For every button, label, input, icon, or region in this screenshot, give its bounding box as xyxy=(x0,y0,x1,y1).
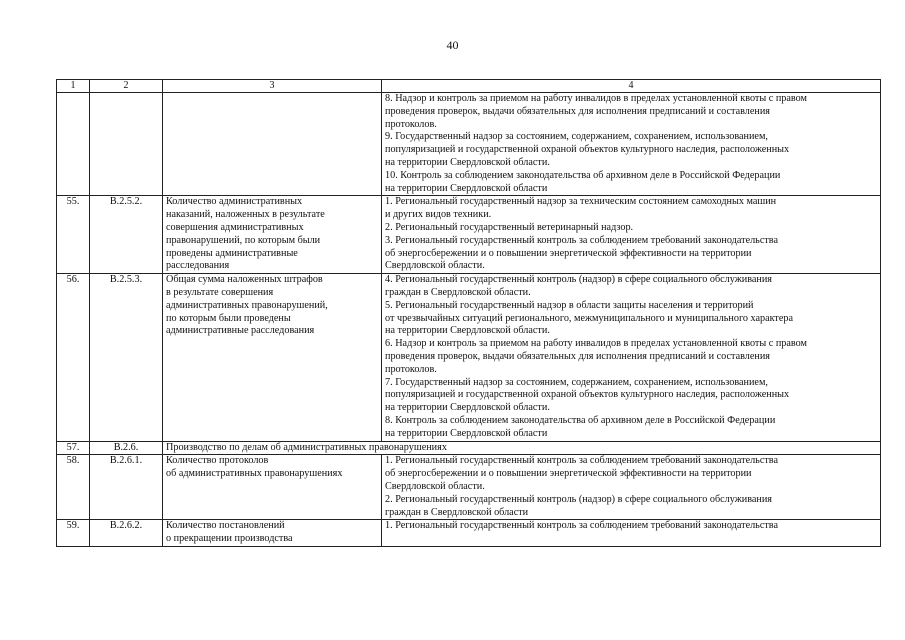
row-code xyxy=(90,93,163,196)
control-type-line: граждан в Свердловской области xyxy=(385,506,529,518)
row-code: B.2.5.3. xyxy=(90,274,163,441)
indicator-name-line: об административных правонарушениях xyxy=(166,468,343,480)
control-types xyxy=(382,520,881,547)
table-row xyxy=(57,520,881,547)
table-row xyxy=(57,196,881,274)
control-type-line: протоколов. xyxy=(385,118,437,130)
control-type-line: 1. Региональный государственный надзор за техническим состоянием самоходных машин xyxy=(385,196,777,208)
control-type-line: 8. Надзор и контроль за приемом на работу инвалидов в пределах установленной квоты с правом xyxy=(385,93,807,104)
control-type-line: 1. Региональный государственный контроль за соблюдением требований законодательства xyxy=(385,520,778,532)
indicator-name-line: административных правонарушений, xyxy=(166,299,328,311)
control-type-line: 2. Региональный государственный ветеринарный надзор. xyxy=(385,221,634,233)
control-type-line: 5. Региональный государственный надзор в области защиты населения и территорий xyxy=(385,299,754,311)
indicator-name-line: о прекращении производства xyxy=(166,533,293,545)
control-type-line: граждан в Свердловской области. xyxy=(385,286,531,298)
control-type-line: на территории Свердловской области xyxy=(385,182,548,194)
indicator-name-line: в результате совершения xyxy=(166,286,274,298)
table-row xyxy=(57,441,881,455)
control-type-line: 4. Региональный государственный контроль (надзор) в сфере социального обслуживания xyxy=(385,274,772,286)
row-code: B.2.6. xyxy=(90,441,163,455)
control-type-line: проведения проверок, выдачи обязательных для исполнения предписаний и составления xyxy=(385,350,770,362)
row-number: 55. xyxy=(57,196,90,274)
control-types xyxy=(382,93,881,196)
table-header-row xyxy=(57,80,881,93)
indicator-name-line: Общая сумма наложенных штрафов xyxy=(166,274,323,286)
control-type-line: и других видов техники. xyxy=(385,209,492,221)
control-type-line: 2. Региональный государственный контроль (надзор) в сфере социального обслуживания xyxy=(385,493,772,505)
header-col-1: 1 xyxy=(57,80,90,93)
row-number: 56. xyxy=(57,274,90,441)
control-types xyxy=(382,455,881,520)
table-row xyxy=(57,93,881,196)
control-type-line: об энергосбережении и о повышении энергетической эффективности на территории xyxy=(385,468,752,480)
control-type-line: на территории Свердловской области. xyxy=(385,325,550,337)
control-type-line: об энергосбережении и о повышении энергетической эффективности на территории xyxy=(385,247,752,259)
indicator-name xyxy=(163,196,382,274)
table-row xyxy=(57,274,881,441)
indicator-name xyxy=(163,274,382,441)
header-col-2: 2 xyxy=(90,80,163,93)
page-number: 40 xyxy=(446,38,459,52)
indicator-name-line: наказаний, наложенных в результате xyxy=(166,209,325,221)
control-type-line: Свердловской области. xyxy=(385,260,485,272)
header-col-3: 3 xyxy=(163,80,382,93)
control-type-line: 10. Контроль за соблюдением законодательства об архивном деле в Российской Федерации xyxy=(385,169,781,181)
control-type-line: 3. Региональный государственный контроль за соблюдением требований законодательства xyxy=(385,234,778,246)
table-row xyxy=(57,455,881,520)
control-type-line: на территории Свердловской области xyxy=(385,427,548,439)
control-type-line: популяризацией и государственной охраной объектов культурного наследия, расположенных xyxy=(385,389,790,401)
header-col-4: 4 xyxy=(382,80,881,93)
row-code: B.2.6.1. xyxy=(90,455,163,520)
indicator-name-line: административные расследования xyxy=(166,325,315,337)
control-type-line: 7. Государственный надзор за состоянием, содержанием, сохранением, использованием, xyxy=(385,376,768,388)
indicator-name xyxy=(163,455,382,520)
row-number: 57. xyxy=(57,441,90,455)
control-type-line: 1. Региональный государственный контроль за соблюдением требований законодательства xyxy=(385,455,778,467)
indicator-name-line: по которым были проведены xyxy=(166,312,291,324)
indicator-name-line: Количество административных xyxy=(166,196,303,208)
control-type-line: протоколов. xyxy=(385,363,437,375)
control-type-line: от чрезвычайных ситуаций регионального, межмуниципального и муниципального характера xyxy=(385,312,794,324)
indicator-name-line: расследования xyxy=(166,260,230,272)
control-types xyxy=(382,274,881,441)
control-type-line: на территории Свердловской области. xyxy=(385,156,550,168)
indicator-name-line: Количество протоколов xyxy=(166,455,269,467)
indicator-name xyxy=(163,93,382,196)
control-type-line: 9. Государственный надзор за состоянием, содержанием, сохранением, использованием, xyxy=(385,131,768,143)
indicators-table xyxy=(56,79,881,547)
control-types xyxy=(382,196,881,274)
control-type-line: популяризацией и государственной охраной объектов культурного наследия, расположенных xyxy=(385,144,790,156)
indicator-name-line: проведены административные xyxy=(166,247,298,259)
control-type-line: проведения проверок, выдачи обязательных для исполнения предписаний и составления xyxy=(385,105,770,117)
indicator-name-line: Количество постановлений xyxy=(166,520,285,532)
row-number: 58. xyxy=(57,455,90,520)
section-title: Производство по делам об административных правонарушениях xyxy=(163,441,881,455)
row-code: B.2.6.2. xyxy=(90,520,163,547)
row-code: B.2.5.2. xyxy=(90,196,163,274)
row-number xyxy=(57,93,90,196)
control-type-line: на территории Свердловской области. xyxy=(385,402,550,414)
control-type-line: 6. Надзор и контроль за приемом на работу инвалидов в пределах установленной квоты с правом xyxy=(385,338,807,350)
indicator-name xyxy=(163,520,382,547)
indicator-name-line: правонарушений, по которым были xyxy=(166,234,321,246)
indicator-name-line: совершения административных xyxy=(166,221,304,233)
control-type-line: 8. Контроль за соблюдением законодательства об архивном деле в Российской Федерации xyxy=(385,414,776,426)
row-number: 59. xyxy=(57,520,90,547)
control-type-line: Свердловской области. xyxy=(385,480,485,492)
